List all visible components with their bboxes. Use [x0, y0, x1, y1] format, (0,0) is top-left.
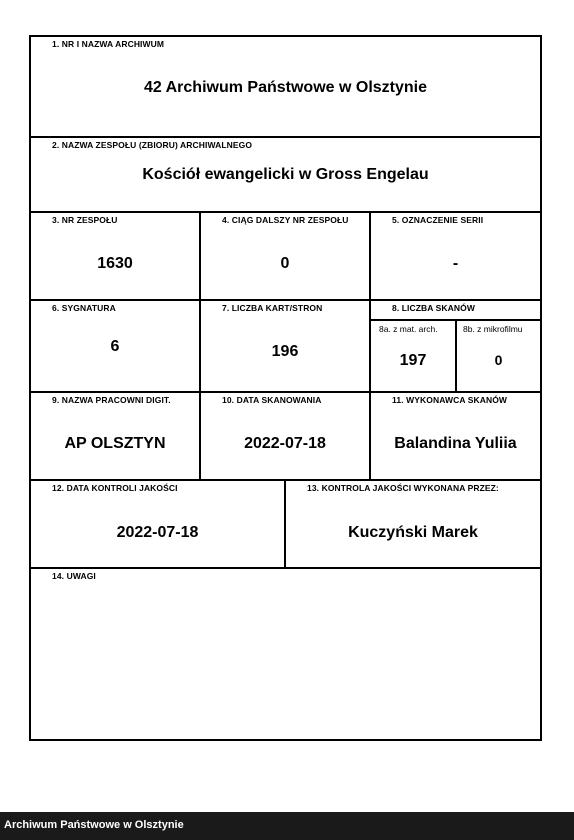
field-value: AP OLSZTYN: [64, 435, 166, 452]
field-value: Kuczyński Marek: [348, 524, 478, 541]
archive-metadata-card: [29, 35, 542, 741]
field-value: 2022-07-18: [244, 435, 326, 452]
field-value: 6: [110, 338, 120, 355]
field-signature: [29, 299, 201, 393]
field-value: 1630: [97, 255, 133, 272]
field-digitization-lab: [29, 391, 201, 481]
field-value: 2022-07-18: [116, 524, 199, 541]
field-label: 11. WYKONAWCA SKANÓW: [392, 395, 508, 405]
field-value: 197: [399, 352, 427, 369]
field-qc-date: [29, 479, 286, 569]
field-sublabel: 8a. z mat. arch.: [379, 324, 438, 334]
field-value: Balandina Yuliia: [394, 435, 517, 452]
field-scan-operator: [369, 391, 542, 481]
field-page-count: [199, 299, 371, 393]
field-value: 0: [494, 352, 503, 368]
field-value: -: [452, 255, 459, 272]
field-value: 42 Archiwum Państwowe w Olsztynie: [143, 79, 428, 96]
field-label: 6. SYGNATURA: [52, 303, 116, 313]
field-label: 7. LICZBA KART/STRON: [222, 303, 323, 313]
field-remarks: [29, 567, 542, 741]
field-scan-count-archival: [369, 319, 457, 393]
field-label: 10. DATA SKANOWANIA: [222, 395, 322, 405]
field-series-designation: [369, 211, 542, 301]
field-archive-name: [29, 35, 542, 138]
footer-bar: [0, 812, 574, 840]
field-label: 4. CIĄG DALSZY NR ZESPOŁU: [222, 215, 349, 225]
field-label: 14. UWAGI: [52, 571, 96, 581]
footer-archive-name: Archiwum Państwowe w Olsztynie: [4, 819, 184, 831]
field-label: 8. LICZBA SKANÓW: [392, 303, 475, 313]
field-label: 2. NAZWA ZESPOŁU (ZBIORU) ARCHIWALNEGO: [52, 140, 253, 150]
field-fonds-name: [29, 136, 542, 213]
field-scan-date: [199, 391, 371, 481]
field-value: 0: [280, 255, 290, 272]
field-label: 1. NR I NAZWA ARCHIWUM: [52, 39, 165, 49]
field-label: 12. DATA KONTROLI JAKOŚCI: [52, 483, 178, 493]
field-label: 9. NAZWA PRACOWNI DIGIT.: [52, 395, 171, 405]
field-qc-operator: [284, 479, 542, 569]
field-scan-count-microfilm: [455, 319, 542, 393]
field-label: 5. OZNACZENIE SERII: [392, 215, 484, 225]
field-fonds-number: [29, 211, 201, 301]
field-label: 13. KONTROLA JAKOŚCI WYKONANA PRZEZ:: [307, 483, 499, 493]
field-value: Kościół ewangelicki w Gross Engelau: [142, 166, 429, 183]
field-fonds-continuation: [199, 211, 371, 301]
field-sublabel: 8b. z mikrofilmu: [463, 324, 523, 334]
field-label: 3. NR ZESPOŁU: [52, 215, 118, 225]
field-value: 196: [271, 343, 299, 360]
